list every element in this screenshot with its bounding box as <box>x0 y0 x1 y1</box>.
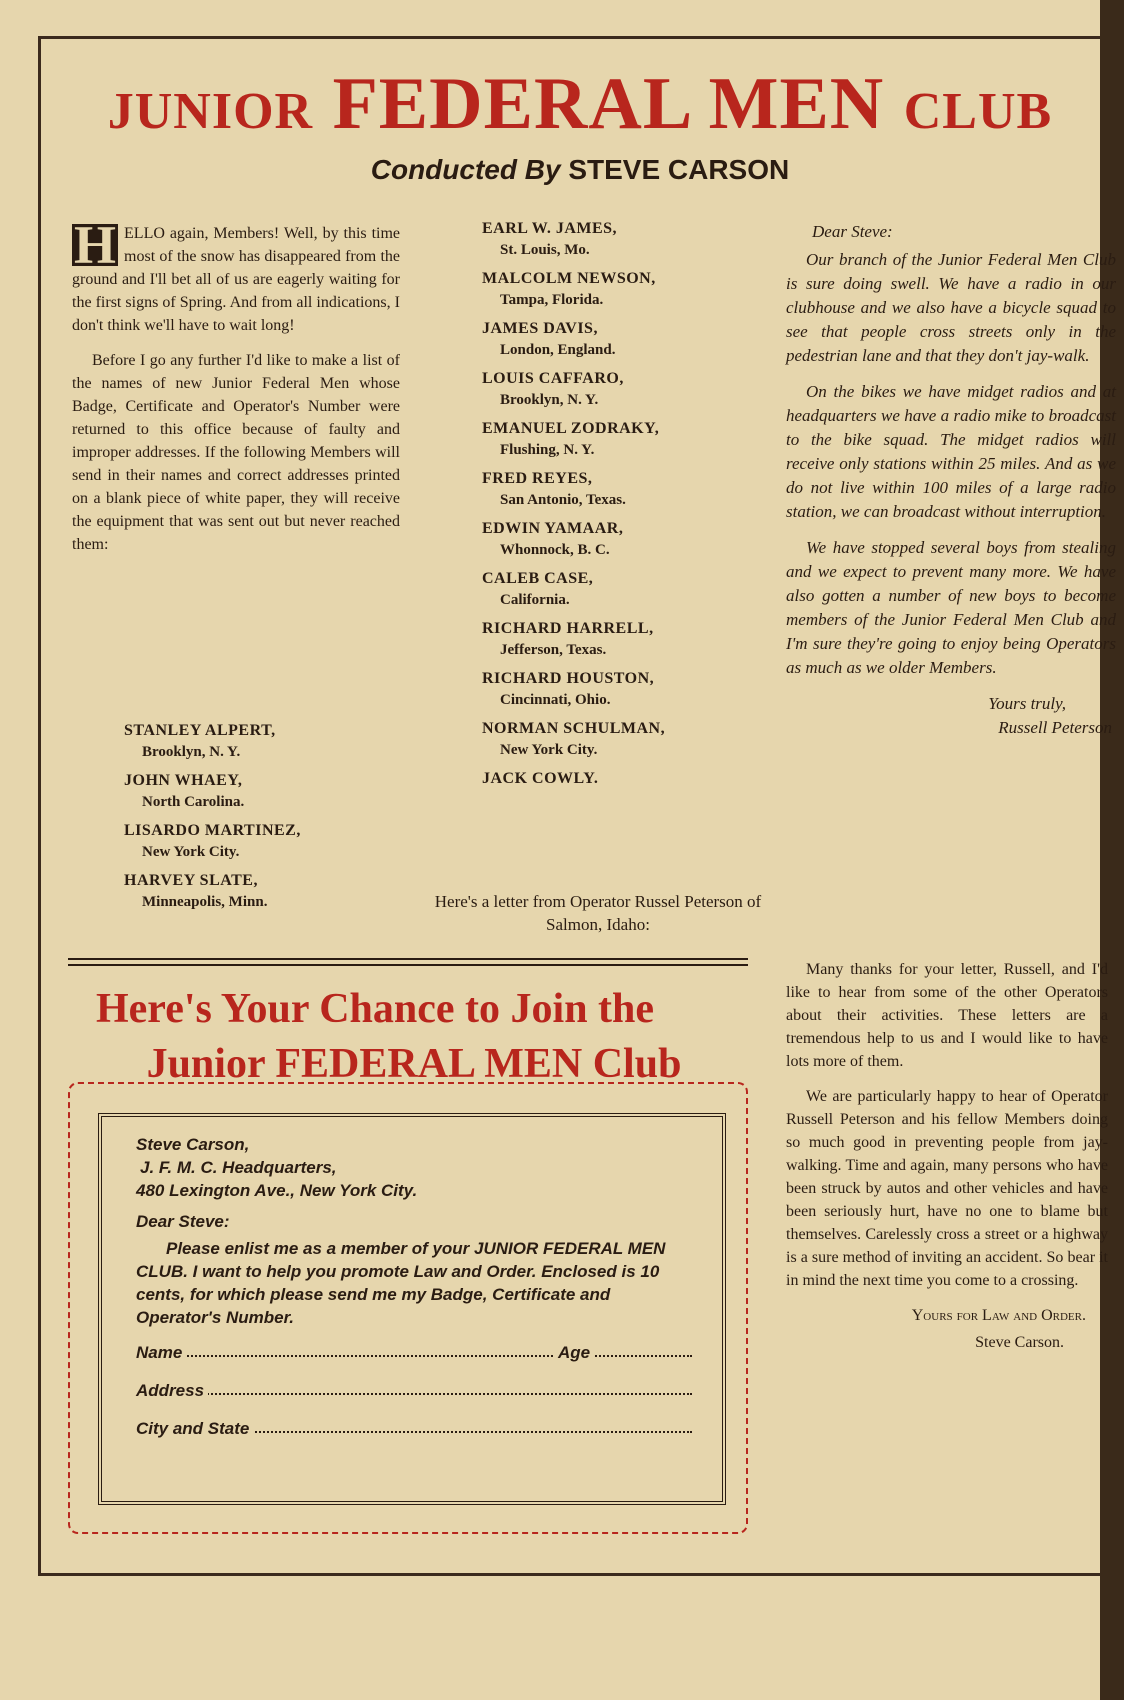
member-name: JOHN WHAEY, <box>124 772 243 789</box>
title-junior: JUNIOR <box>107 83 314 140</box>
list-item <box>482 668 782 710</box>
letter-intro: Here's a letter from Operator Russel Peterson of Salmon, Idaho: <box>434 892 762 934</box>
byline-name: STEVE CARSON <box>568 154 790 185</box>
member-name: EARL W. JAMES, <box>482 220 618 237</box>
member-name: STANLEY ALPERT, <box>124 722 276 739</box>
coupon-address-line: Steve Carson, <box>136 1135 250 1154</box>
page-title <box>60 62 1100 147</box>
title-federal-men: FEDERAL MEN <box>332 63 885 145</box>
member-place: California. <box>500 592 570 608</box>
member-place: St. Louis, Mo. <box>500 242 590 258</box>
reply-signature: Steve Carson. <box>975 1334 1064 1351</box>
list-item <box>482 318 782 360</box>
section-divider <box>68 958 748 960</box>
member-name: RICHARD HARRELL, <box>482 620 654 637</box>
member-name: EDWIN YAMAAR, <box>482 520 624 537</box>
member-name: NORMAN SCHULMAN, <box>482 720 666 737</box>
list-item <box>482 468 782 510</box>
list-item <box>482 568 782 610</box>
list-item <box>482 418 782 460</box>
list-item <box>482 368 782 410</box>
member-name: MALCOLM NEWSON, <box>482 270 656 287</box>
list-item <box>482 268 782 310</box>
reply-closing: Yours for Law and Order. <box>911 1307 1086 1324</box>
names-list-left <box>124 720 424 920</box>
name-label: Name <box>136 1341 186 1364</box>
list-item <box>482 518 782 560</box>
member-place: Jefferson, Texas. <box>500 642 607 658</box>
list-item <box>482 768 782 790</box>
member-name: LOUIS CAFFARO, <box>482 370 624 387</box>
intro-paragraph <box>72 215 400 337</box>
member-place: San Antonio, Texas. <box>500 492 626 508</box>
name-field[interactable] <box>136 1341 692 1367</box>
member-place: Tampa, Florida. <box>500 292 604 308</box>
member-name: JAMES DAVIS, <box>482 320 598 337</box>
letter-closing: Yours truly, <box>988 694 1066 713</box>
membership-coupon <box>98 1113 726 1505</box>
returned-list-paragraph: Before I go any further I'd like to make a list of the names of new Junior Federal Men whose Badge, Certificate and Operator's Number were returned to this office because of faulty and improper addresses. If the following Members will send in their names and correct addresses printed on a blank piece of white paper, they will receive the equipment that was sent out but never reached them: <box>72 352 400 553</box>
list-item <box>482 218 782 260</box>
member-name: LISARDO MARTINEZ, <box>124 822 301 839</box>
reply-paragraph: We are particularly happy to hear of Operator Russell Peterson and his fellow Members doing so much good in preventing people from jay-walking. Time and again, many persons who have been struck by autos and other vehicles and have been seriously hurt, have no one to blame but themselves. Carelessly cross a street or a highway is a sure method of inviting an accident. So bear it in mind the next time you come to a crossing. <box>786 1088 1108 1289</box>
drop-cap: H <box>74 215 117 275</box>
title-club: CLUB <box>903 83 1053 140</box>
address-label: Address <box>136 1379 208 1402</box>
reply-paragraph: Many thanks for your letter, Russell, and I'd like to hear from some of the other Operators about their activities. These letters are a tremendous help to us and I would like to have lots more of them. <box>786 961 1108 1070</box>
member-place: Brooklyn, N. Y. <box>500 392 599 408</box>
editor-reply <box>786 958 1108 1354</box>
member-place: North Carolina. <box>142 794 245 810</box>
address-field[interactable] <box>136 1379 692 1405</box>
age-label: Age <box>554 1341 594 1364</box>
letter-salutation: Dear Steve: <box>812 222 893 241</box>
byline-prefix: Conducted By <box>370 154 561 185</box>
member-place: New York City. <box>500 742 598 758</box>
coupon-address <box>136 1133 692 1202</box>
list-item <box>482 718 782 760</box>
member-place: Flushing, N. Y. <box>500 442 595 458</box>
reader-letter <box>786 220 1116 740</box>
member-name: EMANUEL ZODRAKY, <box>482 420 660 437</box>
member-place: Minneapolis, Minn. <box>142 894 268 910</box>
dotted-line <box>136 1393 692 1395</box>
member-place: Whonnock, B. C. <box>500 542 610 558</box>
list-item <box>124 820 424 862</box>
member-name: FRED REYES, <box>482 470 593 487</box>
city-state-field[interactable] <box>136 1417 692 1443</box>
member-name: RICHARD HOUSTON, <box>482 670 655 687</box>
section-divider <box>68 964 748 966</box>
letter-paragraph: On the bikes we have midget radios and at headquarters we have a radio mike to broadcast to the bike squad. The midget radios will receive only stations within 25 miles. And as we do not live within 100 miles of a large radio station, we can broadcast without interruption. <box>786 382 1116 521</box>
names-list-right <box>482 218 782 798</box>
letter-paragraph: Our branch of the Junior Federal Men Club is sure doing swell. We have a radio in our clubhouse and we also have a bicycle squad to see that people cross streets only in the pedestrian lane and that they don't jay-walk. <box>786 250 1116 365</box>
list-item <box>124 720 424 762</box>
intro-text: ELLO again, Members! Well, by this time most of the snow has disappeared from the ground and I'll bet all of us are eagerly waiting for the first signs of Spring. And from all indications, I don't think we'll have to wait long! <box>72 225 400 334</box>
coupon-address-line: J. F. M. C. Headquarters, <box>140 1158 337 1177</box>
member-name: JACK COWLY. <box>482 770 599 787</box>
member-name: CALEB CASE, <box>482 570 594 587</box>
city-state-label: City and State <box>136 1417 253 1440</box>
member-place: Cincinnati, Ohio. <box>500 692 611 708</box>
coupon-address-line: 480 Lexington Ave., New York City. <box>136 1181 418 1200</box>
letter-signature: Russell Peterson <box>998 718 1112 737</box>
member-place: Brooklyn, N. Y. <box>142 744 241 760</box>
intro-column <box>72 215 400 568</box>
coupon-body: Please enlist me as a member of your JUNIOR FEDERAL MEN CLUB. I want to help you promote Law and Order. Enclosed is 10 cents, for which please send me my Badge, Certificate and Operator's Number. <box>136 1239 666 1327</box>
member-name: HARVEY SLATE, <box>124 872 258 889</box>
letter-paragraph: We have stopped several boys from stealing and we expect to prevent many more. We have also gotten a number of new boys to become members of the Junior Federal Men Club and I'm sure they're going to enjoy being Operators as much as we older Members. <box>786 538 1116 677</box>
member-place: New York City. <box>142 844 240 860</box>
list-item <box>482 618 782 660</box>
coupon-salutation: Dear Steve: <box>136 1212 230 1231</box>
join-headline-club: Junior FEDERAL MEN Club <box>146 1041 682 1087</box>
member-place: London, England. <box>500 342 616 358</box>
join-headline: Here's Your Chance to Join the <box>96 986 655 1032</box>
list-item <box>124 870 424 912</box>
dotted-line <box>136 1355 692 1357</box>
byline <box>60 154 1100 186</box>
list-item <box>124 770 424 812</box>
